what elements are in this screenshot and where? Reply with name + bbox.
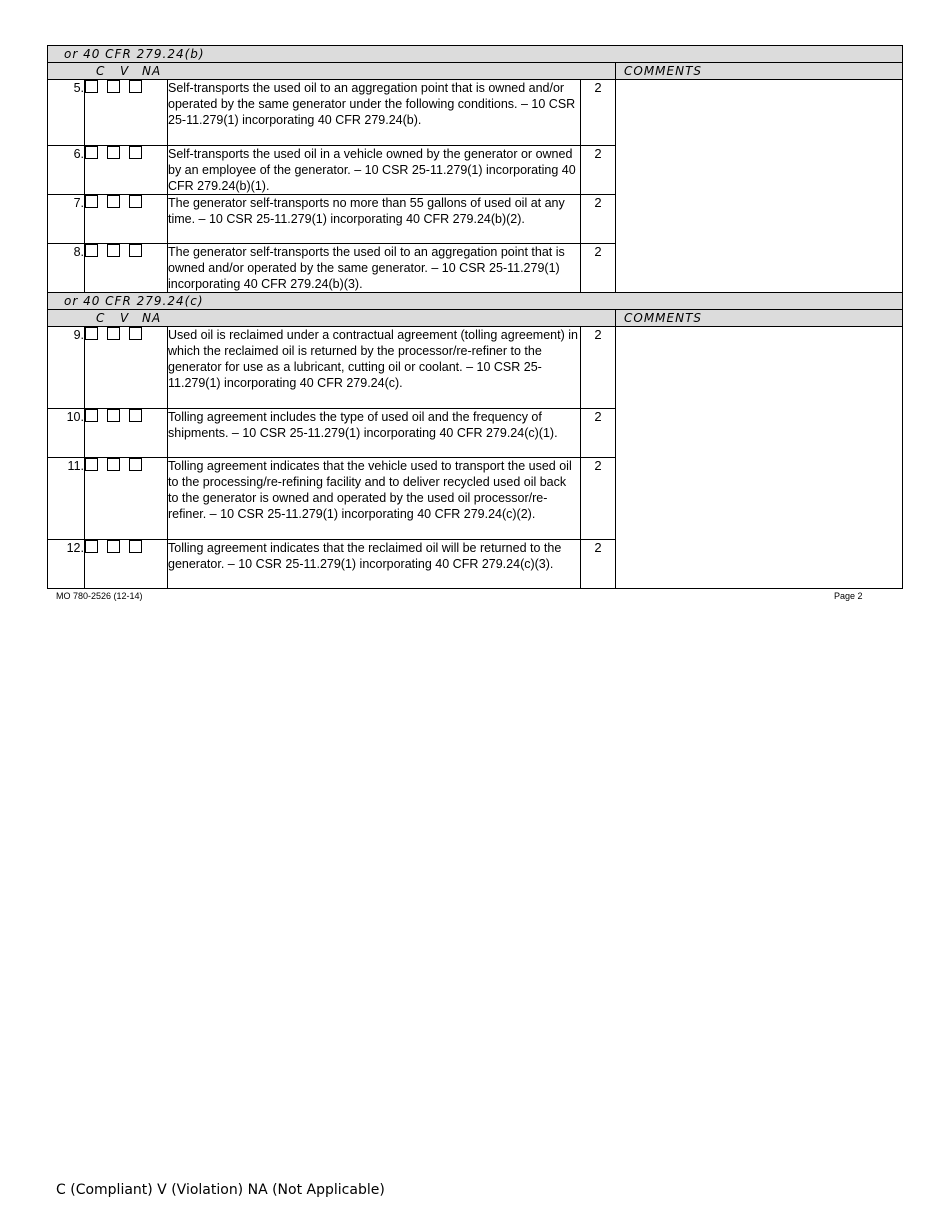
item-points: 2 — [581, 80, 616, 146]
checklist-item — [48, 327, 903, 409]
item-number: 11. — [48, 458, 85, 540]
not-applicable-label: NA — [142, 64, 162, 78]
compliant-checkbox[interactable] — [85, 244, 98, 257]
not-applicable-checkbox[interactable] — [129, 146, 142, 159]
not-applicable-checkbox[interactable] — [129, 540, 142, 553]
item-number: 7. — [48, 195, 85, 244]
column-header-row — [48, 310, 903, 327]
column-header-row — [48, 63, 903, 80]
not-applicable-label: NA — [142, 311, 162, 325]
section-header — [48, 46, 903, 63]
not-applicable-checkbox[interactable] — [129, 195, 142, 208]
compliant-checkbox[interactable] — [85, 458, 98, 471]
violation-checkbox[interactable] — [107, 244, 120, 257]
not-applicable-checkbox[interactable] — [129, 80, 142, 93]
section-header — [48, 293, 903, 310]
item-points: 2 — [581, 244, 616, 293]
item-points: 2 — [581, 458, 616, 540]
compliant-label: C — [96, 311, 106, 325]
compliant-checkbox[interactable] — [85, 80, 98, 93]
violation-checkbox[interactable] — [107, 80, 120, 93]
item-number: 9. — [48, 327, 85, 409]
compliant-checkbox[interactable] — [85, 409, 98, 422]
violation-label: V — [120, 311, 130, 325]
comments-label: COMMENTS — [624, 64, 703, 78]
checklist-table — [47, 45, 903, 589]
item-text: Used oil is reclaimed under a contractual agreement (tolling agreement) in which the reclaimed oil is returned by the processor/re-refiner to the generator for use as a lubricant, cutting oil or coolant. – 10 CSR 25-11.279(1) incorporating 40 CFR 279.24(c). — [168, 327, 581, 409]
checklist-item — [48, 80, 903, 146]
item-points: 2 — [581, 409, 616, 458]
compliant-label: C — [96, 64, 106, 78]
not-applicable-checkbox[interactable] — [129, 244, 142, 257]
form-id: MO 780-2526 (12-14) — [56, 591, 143, 601]
item-number: 12. — [48, 540, 85, 589]
item-number: 5. — [48, 80, 85, 146]
item-points: 2 — [581, 195, 616, 244]
item-points: 2 — [581, 327, 616, 409]
item-text: Tolling agreement includes the type of used oil and the frequency of shipments. – 10 CSR 25-11.279(1) incorporating 40 CFR 279.24(c)(1). — [168, 409, 581, 458]
violation-checkbox[interactable] — [107, 195, 120, 208]
not-applicable-checkbox[interactable] — [129, 327, 142, 340]
not-applicable-checkbox[interactable] — [129, 458, 142, 471]
compliant-checkbox[interactable] — [85, 327, 98, 340]
section-title: or 40 CFR 279.24(c) — [64, 294, 204, 308]
item-text: Self-transports the used oil to an aggregation point that is owned and/or operated by the same generator under the following conditions. – 10 CSR 25-11.279(1) incorporating 40 CFR 279.24(b). — [168, 80, 581, 146]
item-text: Tolling agreement indicates that the vehicle used to transport the used oil to the processing/re-refining facility and to deliver recycled used oil back to the generator is owned and operated by the used oil processor/re-refiner. – 10 CSR 25-11.279(1) incorporating 40 CFR 279.24(c)(2). — [168, 458, 581, 540]
violation-label: V — [120, 64, 130, 78]
legend: C (Compliant) V (Violation) NA (Not Applicable) — [56, 1182, 385, 1198]
item-points: 2 — [581, 146, 616, 195]
violation-checkbox[interactable] — [107, 146, 120, 159]
item-number: 10. — [48, 409, 85, 458]
item-text: The generator self-transports the used oil to an aggregation point that is owned and/or operated by the same generator. – 10 CSR 25-11.279(1) incorporating 40 CFR 279.24(b)(3). — [168, 244, 581, 293]
comments-field[interactable] — [616, 327, 903, 589]
violation-checkbox[interactable] — [107, 540, 120, 553]
item-number: 8. — [48, 244, 85, 293]
compliant-checkbox[interactable] — [85, 146, 98, 159]
section-title: or 40 CFR 279.24(b) — [64, 47, 205, 61]
violation-checkbox[interactable] — [107, 409, 120, 422]
item-text: The generator self-transports no more than 55 gallons of used oil at any time. – 10 CSR 25-11.279(1) incorporating 40 CFR 279.24(b)(2). — [168, 195, 581, 244]
item-text: Self-transports the used oil in a vehicle owned by the generator or owned by an employee of the generator. – 10 CSR 25-11.279(1) incorporating 40 CFR 279.24(b)(1). — [168, 146, 581, 195]
item-text: Tolling agreement indicates that the reclaimed oil will be returned to the generator. – 10 CSR 25-11.279(1) incorporating 40 CFR 279.24(c)(3). — [168, 540, 581, 589]
item-points: 2 — [581, 540, 616, 589]
violation-checkbox[interactable] — [107, 327, 120, 340]
comments-label: COMMENTS — [624, 311, 703, 325]
violation-checkbox[interactable] — [107, 458, 120, 471]
compliant-checkbox[interactable] — [85, 195, 98, 208]
not-applicable-checkbox[interactable] — [129, 409, 142, 422]
compliant-checkbox[interactable] — [85, 540, 98, 553]
page-number: Page 2 — [834, 591, 863, 601]
comments-field[interactable] — [616, 80, 903, 293]
item-number: 6. — [48, 146, 85, 195]
